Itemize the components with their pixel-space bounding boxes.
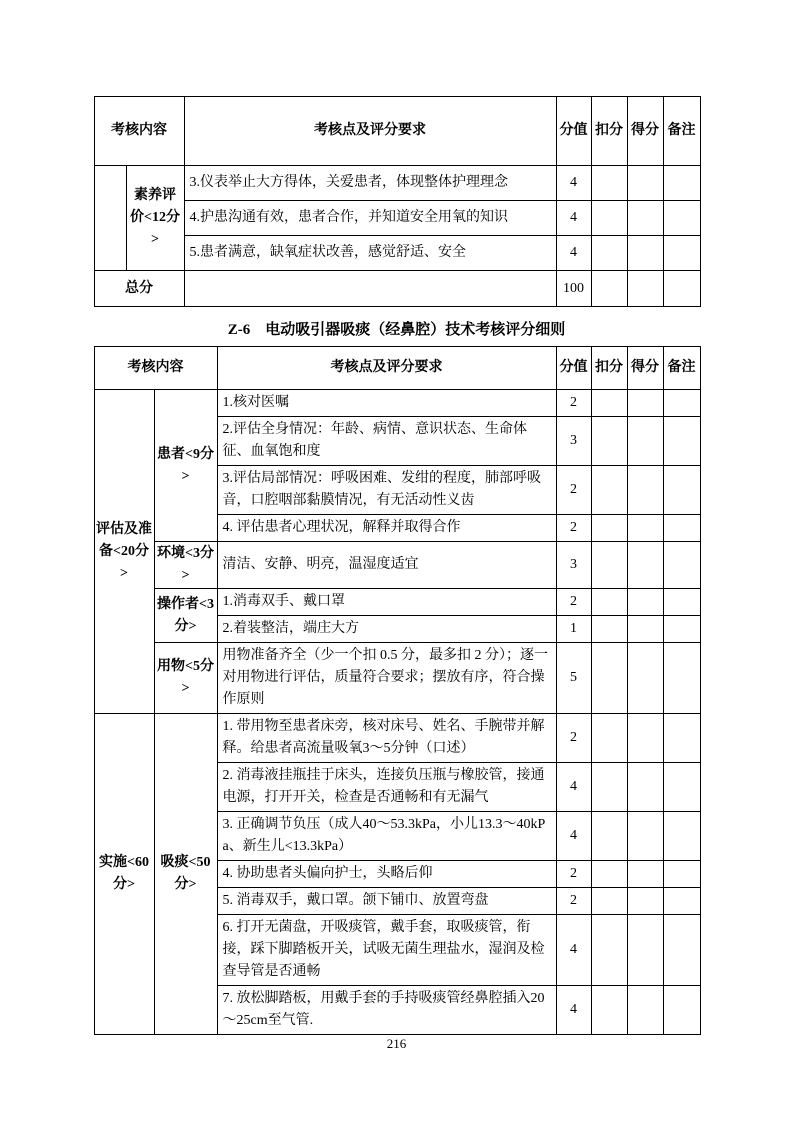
deduction-cell <box>591 616 627 643</box>
note-cell <box>663 166 700 201</box>
table-row <box>94 714 700 763</box>
document-content <box>94 96 700 1035</box>
note-cell <box>663 986 700 1035</box>
score-value-cell: 4 <box>556 915 591 986</box>
note-cell <box>663 812 700 861</box>
score-value-cell: 2 <box>556 589 591 616</box>
gained-cell <box>627 271 663 307</box>
score-value-cell: 2 <box>556 466 591 515</box>
table-row <box>94 166 700 201</box>
header-score: 分值 <box>556 97 591 166</box>
note-cell <box>663 915 700 986</box>
note-cell <box>663 271 700 307</box>
deduction-cell <box>591 589 627 616</box>
deduction-cell <box>591 236 627 271</box>
deduction-cell <box>591 515 627 542</box>
total-label: 总分 <box>94 271 184 307</box>
deduction-cell <box>591 166 627 201</box>
gained-cell <box>627 542 663 589</box>
gained-cell <box>627 986 663 1035</box>
score-value-cell: 5 <box>556 643 591 714</box>
note-cell <box>663 201 700 236</box>
header-gained: 得分 <box>627 97 663 166</box>
header-gained: 得分 <box>627 347 663 390</box>
deduction-cell <box>591 763 627 812</box>
criteria-cell: 2.评估全身情况：年龄、病情、意识状态、生命体征、血氧饱和度 <box>217 417 556 466</box>
table-row <box>94 236 700 271</box>
gained-cell <box>627 812 663 861</box>
table-row <box>94 542 700 589</box>
criteria-cell: 3.评估局部情况：呼吸困难、发绀的程度，肺部呼吸音，口腔咽部黏膜情况，有无活动性义齿 <box>217 466 556 515</box>
gained-cell <box>627 888 663 915</box>
total-score-cell: 100 <box>556 271 591 307</box>
criteria-cell: 2.着装整洁，端庄大方 <box>217 616 556 643</box>
criteria-cell: 1. 带用物至患者床旁，核对床号、姓名、手腕带并解释。给患者高流量吸氧3～5分钟（口述） <box>217 714 556 763</box>
gained-cell <box>627 515 663 542</box>
gained-cell <box>627 166 663 201</box>
score-value-cell: 4 <box>556 986 591 1035</box>
note-cell <box>663 466 700 515</box>
gained-cell <box>627 616 663 643</box>
note-cell <box>663 515 700 542</box>
group-label-shishi: 实施<60分> <box>94 714 154 1035</box>
score-value-cell: 2 <box>556 888 591 915</box>
score-table-main <box>94 346 701 1035</box>
note-cell <box>663 643 700 714</box>
note-cell <box>663 888 700 915</box>
header-row <box>94 97 700 166</box>
note-cell <box>663 417 700 466</box>
header-row <box>94 347 700 390</box>
subgroup-label-yongwu: 用物<5分> <box>154 643 217 714</box>
score-value-cell: 3 <box>556 417 591 466</box>
gained-cell <box>627 466 663 515</box>
deduction-cell <box>591 643 627 714</box>
note-cell <box>663 236 700 271</box>
header-deduct: 扣分 <box>591 97 627 166</box>
note-cell <box>663 589 700 616</box>
gained-cell <box>627 589 663 616</box>
header-score: 分值 <box>556 347 591 390</box>
note-cell <box>663 714 700 763</box>
criteria-cell: 4. 评估患者心理状况，解释并取得合作 <box>217 515 556 542</box>
score-table-top <box>94 96 701 307</box>
gained-cell <box>627 714 663 763</box>
criteria-cell: 7. 放松脚踏板，用戴手套的手持吸痰管经鼻腔插入20～25cm至气管. <box>217 986 556 1035</box>
deduction-cell <box>591 861 627 888</box>
deduction-cell <box>591 390 627 417</box>
deduction-cell <box>591 466 627 515</box>
criteria-cell: 6. 打开无菌盘，开吸痰管，戴手套，取吸痰管，衔接，踩下脚踏板开关，试吸无菌生理盐水，湿润及检查导管是否通畅 <box>217 915 556 986</box>
deduction-cell <box>591 714 627 763</box>
total-row <box>94 271 700 307</box>
criteria-cell: 4.护患沟通有效，患者合作，并知道安全用氧的知识 <box>184 201 556 236</box>
score-value-cell: 3 <box>556 542 591 589</box>
score-value-cell: 2 <box>556 714 591 763</box>
empty-cell <box>94 166 126 271</box>
gained-cell <box>627 643 663 714</box>
section-title: Z-6 电动吸引器吸痰（经鼻腔）技术考核评分细则 <box>227 322 566 338</box>
score-value-cell: 4 <box>556 166 591 201</box>
deduction-cell <box>591 888 627 915</box>
header-note: 备注 <box>663 97 700 166</box>
deduction-cell <box>591 812 627 861</box>
subgroup-label-huanzhe: 患者<9分> <box>154 390 217 542</box>
score-value-cell: 4 <box>556 201 591 236</box>
header-points: 考核点及评分要求 <box>217 347 556 390</box>
gained-cell <box>627 861 663 888</box>
score-value-cell: 2 <box>556 515 591 542</box>
gained-cell <box>627 763 663 812</box>
gained-cell <box>627 390 663 417</box>
gained-cell <box>627 417 663 466</box>
deduction-cell <box>591 271 627 307</box>
criteria-cell: 3. 正确调节负压（成人40～53.3kPa，小儿13.3～40kPa、新生儿<13.3kPa） <box>217 812 556 861</box>
criteria-cell: 5.患者满意，缺氧症状改善，感觉舒适、安全 <box>184 236 556 271</box>
score-value-cell: 4 <box>556 236 591 271</box>
score-value-cell: 2 <box>556 390 591 417</box>
deduction-cell <box>591 986 627 1035</box>
criteria-cell: 1.核对医嘱 <box>217 390 556 417</box>
score-value-cell: 2 <box>556 861 591 888</box>
criteria-cell: 1.消毒双手、戴口罩 <box>217 589 556 616</box>
note-cell <box>663 390 700 417</box>
score-value-cell: 1 <box>556 616 591 643</box>
empty-cell <box>184 271 556 307</box>
deduction-cell <box>591 915 627 986</box>
score-value-cell: 4 <box>556 812 591 861</box>
table-row <box>94 390 700 417</box>
score-value-cell: 4 <box>556 763 591 812</box>
criteria-cell: 2. 消毒液挂瓶挂于床头，连接负压瓶与橡胶管，接通电源，打开开关，检查是否通畅和有无漏气 <box>217 763 556 812</box>
gained-cell <box>627 236 663 271</box>
note-cell <box>663 861 700 888</box>
header-points: 考核点及评分要求 <box>184 97 556 166</box>
deduction-cell <box>591 201 627 236</box>
criteria-cell: 3.仪表举止大方得体，关爱患者，体现整体护理理念 <box>184 166 556 201</box>
table-row <box>94 589 700 616</box>
criteria-cell: 清洁、安静、明亮，温湿度适宜 <box>217 542 556 589</box>
table-row <box>94 643 700 714</box>
subgroup-label-huanjing: 环境<3分> <box>154 542 217 589</box>
note-cell <box>663 542 700 589</box>
group-label-pinggu: 评估及准备<20分> <box>94 390 154 714</box>
header-content: 考核内容 <box>94 97 184 166</box>
subgroup-label-xitan: 吸痰<50分> <box>154 714 217 1035</box>
criteria-cell: 5. 消毒双手，戴口罩。颌下铺巾、放置弯盘 <box>217 888 556 915</box>
page-number: 216 <box>386 1036 407 1051</box>
deduction-cell <box>591 417 627 466</box>
subgroup-label-caozuozhe: 操作者<3分> <box>154 589 217 643</box>
header-note: 备注 <box>663 347 700 390</box>
deduction-cell <box>591 542 627 589</box>
table-row <box>94 201 700 236</box>
criteria-cell: 4. 协助患者头偏向护士，头略后仰 <box>217 861 556 888</box>
gained-cell <box>627 915 663 986</box>
header-content: 考核内容 <box>94 347 217 390</box>
header-deduct: 扣分 <box>591 347 627 390</box>
note-cell <box>663 763 700 812</box>
criteria-cell: 用物准备齐全（少一个扣 0.5 分，最多扣 2 分）；逐一对用物进行评估，质量符合要求；摆放有序，符合操作原则 <box>217 643 556 714</box>
group-label-suyang: 素养评价<12分> <box>126 166 184 271</box>
gained-cell <box>627 201 663 236</box>
note-cell <box>663 616 700 643</box>
